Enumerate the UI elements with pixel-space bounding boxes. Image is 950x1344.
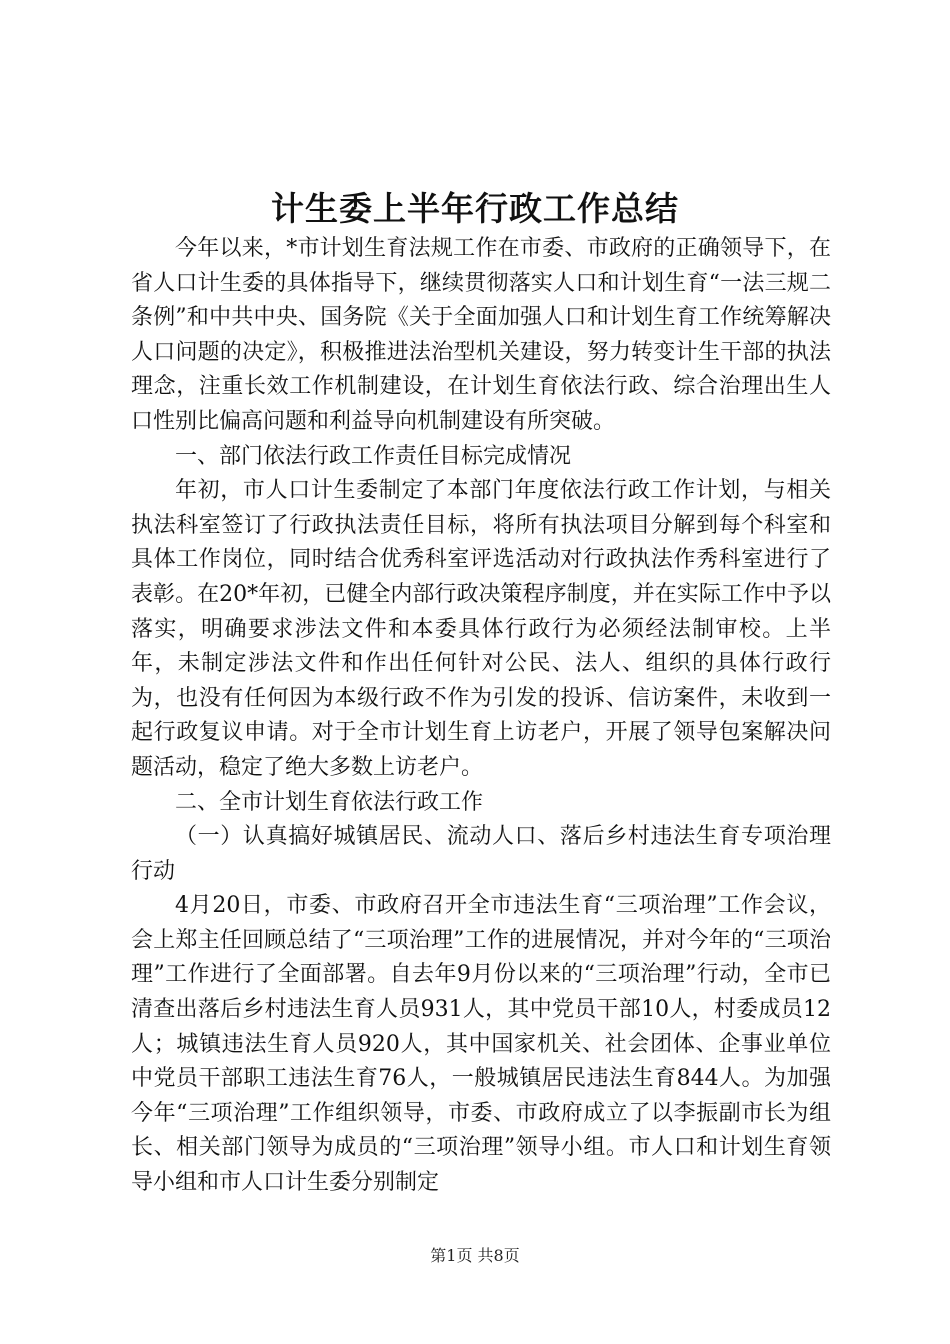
section-heading-1: 一、部门依法行政工作责任目标完成情况 [175, 443, 572, 469]
section-heading-2: 二、全市计划生育依法行政工作 [175, 789, 484, 815]
subsection-heading-1: （一）认真搞好城镇居民、流动人口、落后乡村违法生育专项治理行动 [131, 824, 831, 884]
document-title: 计生委上半年行政工作总结 [271, 189, 679, 228]
intro-paragraph: 今年以来，*市计划生育法规工作在市委、市政府的正确领导下，在省人口计生委的具体指导下，继续贯彻落实人口和计划生育“一法三规二条例”和中共中央、国务院《关于全面加强人口和计划生育工作统筹解决人口问题的决定》，积极推进法治型机关建设，努力转变计生干部的执法理念，注重长效工作机制建设，在计划生育依法行政、综合治理出生人口性别比偏高问题和利益导向机制建设有所突破。 [131, 236, 831, 434]
subsection-1-paragraph: 4月20日，市委、市政府召开全市违法生育“三项治理”工作会议，会上郑主任回顾总结了“三项治理”工作的进展情况，并对今年的“三项治理”工作进行了全面部署。自去年9月份以来的“三项治理”行动，全市已清查出落后乡村违法生育人员931人，其中党员干部10人，村委成员12人；城镇违法生育人员920人，其中国家机关、社会团体、企事业单位中党员干部职工违法生育76人，一般城镇居民违法生育844人。为加强今年“三项治理”工作组织领导，市委、市政府成立了以李振副市长为组长、相关部门领导为成员的“三项治理”领导小组。市人口和计划生育领导小组和市人口计生委分别制定 [131, 893, 831, 1196]
page-number-footer: 第1页 共8页 [430, 1246, 520, 1265]
document-body [131, 232, 831, 1201]
section-1-paragraph: 年初，市人口计生委制定了本部门年度依法行政工作计划，与相关执法科室签订了行政执法责任目标，将所有执法项目分解到每个科室和具体工作岗位，同时结合优秀科室评选活动对行政执法作秀科室进行了表彰。在20*年初，已健全内部行政决策程序制度，并在实际工作中予以落实，明确要求涉法文件和本委具体行政行为必须经法制审校。上半年，未制定涉法文件和作出任何针对公民、法人、组织的具体行政行为，也没有任何因为本级行政不作为引发的投诉、信访案件，未收到一起行政复议申请。对于全市计划生育上访老户，开展了领导包案解决问题活动，稳定了绝大多数上访老户。 [131, 478, 831, 780]
